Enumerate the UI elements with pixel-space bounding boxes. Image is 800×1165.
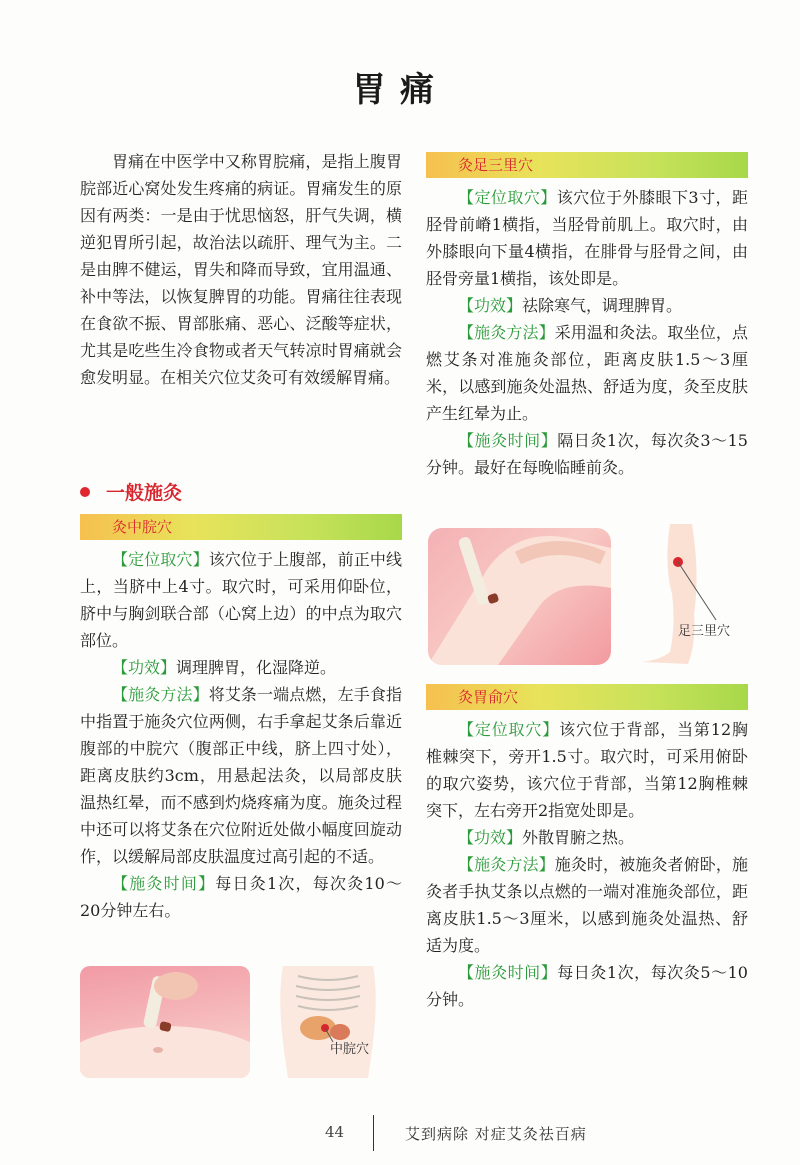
torso-anatomy-illustration [258, 966, 398, 1078]
section-heading-text: 一般施灸 [106, 482, 183, 504]
zhongwan-locate [80, 546, 402, 654]
zhongwan-locate-text: 该穴位于上腹部，前正中线上，当脐中上4寸。取穴时，可采用仰卧位，脐中与胸剑联合部（心窝上边）的中点为取穴部位。 [80, 550, 402, 650]
zusanli-locate-text: 该穴位于外膝眼下3寸，距胫骨前嵴1横指，当胫骨前肌上。取穴时，由外膝眼向下量4横指，在腓骨与胫骨之间，由胫骨旁量1横指，该处即是。 [426, 188, 748, 288]
bullet-dot-icon [80, 487, 90, 497]
zusanli-method-text: 采用温和灸法。取坐位，点燃艾条对准施灸部位，距离皮肤1.5～3厘米，以感到施灸处温热、舒适为度，灸至皮肤产生红晕为止。 [426, 323, 748, 423]
section-heading [80, 478, 182, 505]
weishu-section [426, 684, 748, 1013]
leg-anatomy-illustration [630, 524, 750, 666]
zhongwan-header: 灸中脘穴 [80, 514, 402, 540]
zusanli-method [426, 319, 748, 427]
footer-divider [373, 1115, 374, 1151]
book-title: 艾到病除 对症艾灸祛百病 [405, 1125, 587, 1143]
zusanli-time-text: 隔日灸1次，每次灸3～15分钟。最好在每晚临睡前灸。 [426, 431, 748, 477]
zhongwan-time [80, 870, 402, 924]
zhongwan-method-text: 将艾条一端点燃，左手食指中指置于施灸穴位两侧，右手拿起艾条后靠近腹部的中脘穴（腹部正中线，脐上四寸处），距离皮肤约3cm，用悬起法灸，以局部皮肤温热红晕，而不感到灼烧疼痛为度。施灸过程中还可以将艾条在穴位附近处做小幅度回旋动作，以缓解局部皮肤温度过高引起的不适。 [80, 685, 402, 866]
weishu-locate-text: 该穴位于背部，当第12胸椎棘突下，旁开1.5寸。取穴时，可采用俯卧的取穴姿势，该穴位于背部，当第12胸椎棘突下，左右旁开2指宽处即是。 [426, 720, 748, 820]
weishu-header: 灸胃俞穴 [426, 684, 748, 710]
knee-moxibustion-photo [428, 528, 611, 665]
weishu-locate [426, 716, 748, 824]
locate-tag: 【定位取穴】 [112, 550, 209, 569]
weishu-method [426, 851, 748, 959]
zhongwan-method [80, 681, 402, 870]
left-column [80, 148, 402, 391]
locate-tag: 【定位取穴】 [458, 720, 560, 739]
zusanli-locate [426, 184, 748, 292]
method-tag: 【施灸方法】 [112, 685, 209, 704]
zhongwan-effect [80, 654, 402, 681]
page-number: 44 [325, 1123, 345, 1141]
abdomen-moxibustion-photo [80, 966, 250, 1078]
time-tag: 【施灸时间】 [458, 431, 558, 450]
weishu-method-text: 施灸时，被施灸者俯卧，施灸者手执艾条以点燃的一端对准施灸部位，距离皮肤1.5～3厘米，以感到施灸处温热、舒适为度。 [426, 855, 748, 955]
effect-tag: 【功效】 [112, 658, 177, 677]
zusanli-effect-text: 祛除寒气，调理脾胃。 [522, 296, 683, 315]
weishu-time-text: 每日灸1次，每次灸5～10分钟。 [426, 963, 748, 1009]
zusanli-effect [426, 292, 748, 319]
zusanli-header: 灸足三里穴 [426, 152, 748, 178]
zusanli-point-label: 足三里穴 [678, 624, 731, 639]
effect-tag: 【功效】 [458, 296, 523, 315]
time-tag: 【施灸时间】 [112, 874, 216, 893]
zhongwan-section [80, 514, 402, 924]
zhongwan-time-text: 每日灸1次，每次灸10～20分钟左右。 [80, 874, 402, 920]
zhongwan-point-label: 中脘穴 [330, 1042, 370, 1057]
method-tag: 【施灸方法】 [458, 855, 555, 874]
time-tag: 【施灸时间】 [458, 963, 558, 982]
page-title: 胃痛 [352, 70, 448, 110]
zusanli-section [426, 152, 748, 481]
intro-paragraph: 胃痛在中医学中又称胃脘痛，是指上腹胃脘部近心窝处发生疼痛的病证。胃痛发生的原因有两类：一是由于忧思恼怒，肝气失调，横逆犯胃所引起，故治法以疏肝、理气为主。二是由脾不健运，胃失和降而导致，宜用温通、补中等法，以恢复脾胃的功能。胃痛往往表现在食欲不振、胃部胀痛、恶心、泛酸等症状，尤其是吃些生冷食物或者天气转凉时胃痛就会愈发明显。在相关穴位艾灸可有效缓解胃痛。 [80, 152, 402, 387]
zusanli-time [426, 427, 748, 481]
locate-tag: 【定位取穴】 [458, 188, 557, 207]
weishu-effect-text: 外散胃腑之热。 [522, 828, 635, 847]
method-tag: 【施灸方法】 [458, 323, 555, 342]
weishu-time [426, 959, 748, 1013]
effect-tag: 【功效】 [458, 828, 523, 847]
weishu-effect [426, 824, 748, 851]
zhongwan-effect-text: 调理脾胃，化湿降逆。 [176, 658, 337, 677]
